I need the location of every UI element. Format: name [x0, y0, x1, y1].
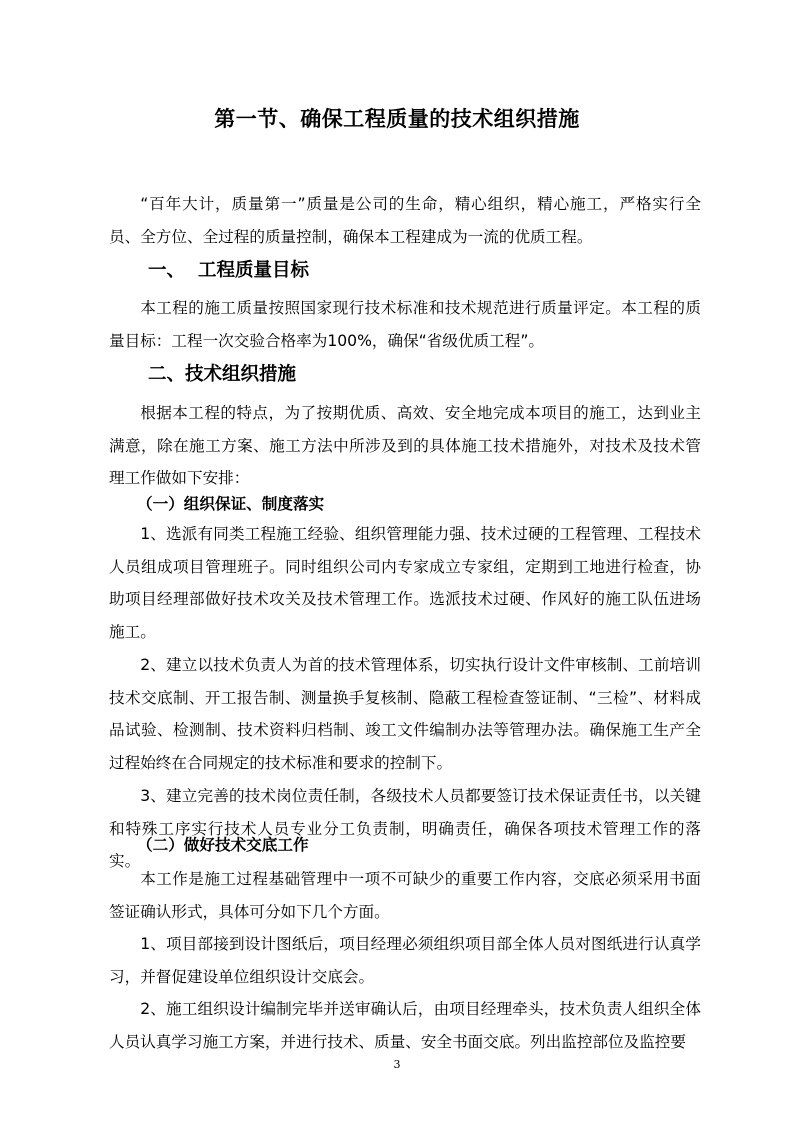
tech-measures-intro-paragraph: 根据本工程的特点，为了按期优质、高效、安全地完成本项目的施工，达到业主满意，除在施工方案、施工方法中所涉及到的具体施工技术措施外，对技术及技术管理工作做如下安排： [109, 404, 701, 487]
section-heading-quality-goal [148, 256, 309, 286]
intro-paragraph: “百年大计，质量第一”质量是公司的生命，精心组织，精心施工，严格实行全员、全方位、全过程的质量控制，确保本工程建成为一流的优质工程。 [109, 195, 701, 246]
list-item: 1、项目部接到设计图纸后，项目经理必须组织项目部全体人员对图纸进行认真学习，并督促建设单位组织设计交底会。 [109, 935, 701, 986]
list-item: 3、建立完善的技术岗位责任制，各级技术人员都要签订技术保证责任书，以关键和特殊工序实行技术人员专业分工负责制，明确责任，确保各项技术管理工作的落实。 [109, 787, 701, 870]
section-number: 一、 [148, 260, 186, 281]
quality-goal-paragraph: 本工程的施工质量按照国家现行技术标准和技术规范进行质量评定。本工程的质量目标：工程一次交验合格率为100%，确保“省级优质工程”。 [109, 299, 701, 350]
section-title: 工程质量目标 [198, 260, 310, 281]
list-item: 1、选派有同类工程施工经验、组织管理能力强、技术过硬的工程管理、工程技术人员组成项目管理班子。同时组织公司内专家成立专家组，定期到工地进行检查，协助项目经理部做好技术攻关及技术管理工作。选派技术过硬、作风好的施工队伍进场施工。 [109, 525, 701, 641]
list-item: 2、建立以技术负责人为首的技术管理体系，切实执行设计文件审核制、工前培训技术交底制、开工报告制、测量换手复核制、隐蔽工程检查签证制、“三检”、材料成品试验、检测制、技术资料归档制、竣工文件编制办法等管理办法。确保施工生产全过程始终在合同规定的技术标准和要求的控制下。 [109, 656, 701, 772]
list-item: 2、施工组织设计编制完毕并送审确认后，由项目经理牵头，技术负责人组织全体人员认真学习施工方案，并进行技术、质量、安全书面交底。列出监控部位及监控要 [109, 1000, 701, 1051]
subsection-heading-tech-briefing: （二）做好技术交底工作 [137, 836, 309, 854]
tech-briefing-intro-paragraph: 本工作是施工过程基础管理中一项不可缺少的重要工作内容，交底必须采用书面签证确认形式，具体可分如下几个方面。 [109, 870, 701, 921]
page-title: 第一节、确保工程质量的技术组织措施 [214, 107, 580, 131]
page-number: 3 [393, 1058, 401, 1071]
section-heading-tech-measures: 二、技术组织措施 [148, 364, 297, 385]
subsection-heading-organization: （一）组织保证、制度落实 [137, 495, 325, 513]
